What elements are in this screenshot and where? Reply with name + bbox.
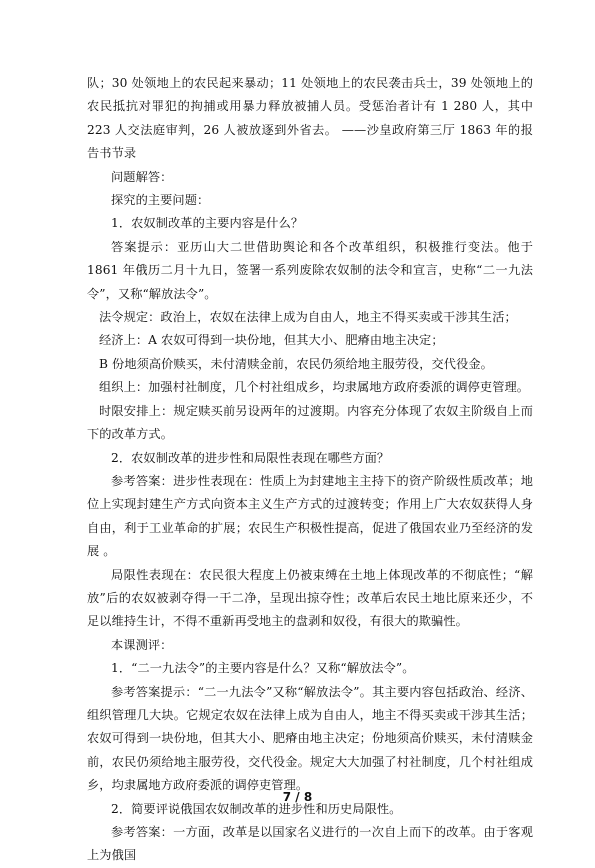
paragraph: 时限安排上：规定赎买前另设两年的过渡期。内容充分体现了农奴主阶级自上而下的改革方式。 [87,403,533,442]
paragraph: 参考答案：一方面，改革是以国家名义进行的一次自上而下的改革。由于客观上为俄国 [87,825,533,863]
paragraph: 2．农奴制改革的进步性和局限性表现在哪些方面？ [111,450,390,465]
paragraph: 组织上：加强村社制度，几个村社组成乡，均隶属地方政府委派的调停吏管理。 [99,380,530,395]
paragraph: 2．简要评说俄国农奴制改革的进步性和历史局限性。 [111,801,402,816]
paragraph: 经济上：A 农奴可得到一块份地，但其大小、肥瘠由地主决定； [99,333,444,348]
paragraph: 探究的主要问题： [111,193,210,208]
paragraph: 法令规定：政治上，农奴在法律上成为自由人，地主不得买卖或干涉其生活； [99,310,517,325]
document-body [87,72,533,868]
paragraph: 问题解答： [111,169,173,184]
paragraph: 参考答案：进步性表现在：性质上为封建地主主持下的资产阶级性质改革；地位上实现封建生产方式向资本主义生产方式的过渡转变；作用上广大农奴获得人身自由，利于工业革命的扩展；农民生产积极性提高，促进了俄国农业乃至经济的发展 。 [87,473,533,559]
paragraph: 局限性表现在：农民很大程度上仍被束缚在土地上体现改革的不彻底性；“解放”后的农奴被剥夺得一干二净，呈现出掠夺性；改革后农民土地比原来还少，不足以维持生计，不得不重新再受地主的盘剥和奴役，有很大的欺骗性。 [87,567,533,629]
paragraph: 答案提示：亚历山大二世借助舆论和各个改革组织，积极推行变法。他于 1861 年俄历二月十九日，签署一系列废除农奴制的法令和宣言，史称“二一九法令”，又称“解放法令”。 [87,239,533,301]
paragraph: 参考答案提示：“二一九法令”又称“解放法令”。其主要内容包括政治、经济、组织管理几大块。它规定农奴在法律上成为自由人，地主不得买卖或干涉其生活；农奴可得到一块份地，但其大小、肥瘠由地主决定；份地须高价赎买，未付清赎金前，农民仍须给地主服劳役，交代役金。规定大大加强了村社制度，几个村社组成乡，均隶属地方政府委派的调停吏管理。 [87,684,533,793]
page-number: 7 / 8 [282,790,313,804]
paragraph: 本课测评： [111,637,173,652]
paragraph: 队；30 处领地上的农民起来暴动；11 处领地上的农民袭击兵士，39 处领地上的农民抵抗对罪犯的拘捕或用暴力释放被捕人员。受惩治者计有 1 280 人，其中 223 人交法庭审判，26 人被放逐到外省去。 ——沙皇政府第三厅 1863 年的报告书节录 [87,76,533,161]
paragraph: 1．农奴制改革的主要内容是什么？ [111,216,304,231]
paragraph: 1．“二一九法令”的主要内容是什么？又称“解放法令”。 [111,661,415,676]
paragraph: B 份地须高价赎买，未付清赎金前，农民仍须给地主服劳役，交代役金。 [99,356,493,371]
